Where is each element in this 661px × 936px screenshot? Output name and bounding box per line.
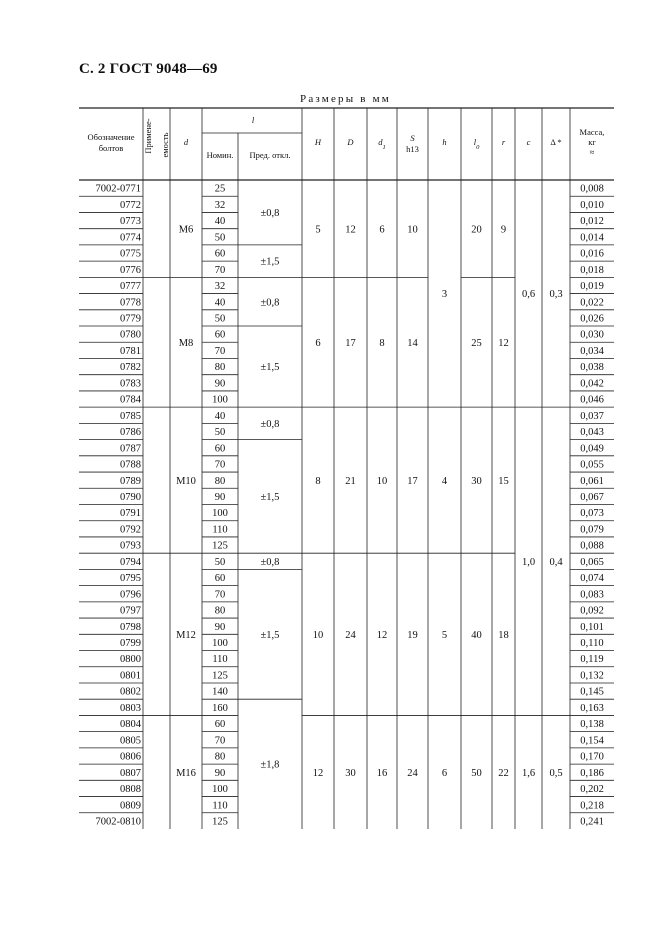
row-mass: 0,170 — [580, 751, 604, 763]
row-length: 60 — [214, 719, 226, 731]
row-length: 70 — [214, 264, 226, 276]
header-mass: Масса, — [579, 127, 605, 137]
row-length: 70 — [214, 345, 226, 357]
row-mass: 0,037 — [580, 410, 604, 422]
header-c: c — [526, 137, 531, 147]
cell-l0: 30 — [471, 475, 482, 487]
header-H: H — [314, 137, 322, 147]
row-mass: 0,145 — [580, 686, 604, 698]
row-mass: 0,218 — [580, 800, 604, 812]
cell-H: 5 — [315, 224, 321, 236]
row-mass: 0,163 — [580, 702, 604, 714]
cell-tol: ±0,8 — [260, 297, 280, 309]
row-mass: 0,016 — [580, 248, 604, 260]
cell-d: M6 — [178, 224, 194, 236]
row-mass: 0,110 — [580, 638, 604, 650]
row-mass: 0,138 — [580, 719, 604, 731]
row-mass: 0,055 — [580, 459, 604, 471]
header-designation: Обозначение — [87, 132, 135, 142]
header-S: S — [410, 133, 415, 143]
row-mass: 0,241 — [580, 816, 604, 828]
row-designation: 0773 — [120, 216, 141, 228]
cell-d: M16 — [176, 767, 196, 779]
row-designation: 0805 — [120, 735, 141, 747]
header-designation: болтов — [98, 143, 124, 153]
row-designation: 0774 — [120, 232, 141, 244]
row-length: 40 — [214, 297, 226, 309]
header-D: D — [347, 137, 354, 147]
row-length: 60 — [214, 248, 226, 260]
row-designation: 0775 — [120, 248, 141, 260]
row-designation: 0791 — [120, 508, 141, 520]
row-mass: 0,043 — [580, 427, 604, 439]
header-l: l — [251, 115, 255, 125]
cell-tol: ±1,8 — [260, 759, 280, 771]
row-mass: 0,010 — [580, 199, 604, 211]
header-delta: Δ * — [550, 137, 562, 147]
cell-D: 21 — [345, 475, 356, 487]
row-length: 90 — [214, 378, 226, 390]
cell-S: 19 — [407, 629, 418, 641]
row-designation: 0785 — [120, 410, 141, 422]
row-mass: 0,022 — [580, 297, 604, 309]
row-length: 50 — [214, 232, 226, 244]
row-length: 160 — [212, 702, 228, 714]
row-length: 140 — [212, 686, 228, 698]
row-length: 100 — [212, 394, 228, 406]
header-l-nominal: Номин. — [206, 150, 234, 160]
cell-r: 9 — [500, 224, 507, 236]
header-mass: ≈ — [589, 147, 595, 157]
header-S-tolerance: h13 — [406, 144, 419, 154]
row-mass: 0,042 — [580, 378, 604, 390]
row-mass: 0,092 — [580, 605, 604, 617]
row-length: 80 — [214, 751, 226, 763]
header-l-tolerance: Пред. откл. — [249, 150, 291, 160]
cell-tol: ±1,5 — [260, 256, 280, 268]
dimensions-caption: Размеры в мм — [300, 93, 391, 105]
cell-D: 30 — [345, 767, 356, 779]
cell-H: 12 — [312, 767, 324, 779]
cell-r: 12 — [498, 337, 509, 349]
cell-delta: 0,4 — [549, 556, 563, 568]
row-mass: 0,012 — [580, 216, 604, 228]
row-designation: 0807 — [120, 767, 141, 779]
row-length: 125 — [212, 816, 228, 828]
row-designation: 0794 — [120, 556, 141, 568]
row-mass: 0,154 — [580, 735, 604, 747]
cell-l0: 25 — [471, 337, 482, 349]
cell-l0: 20 — [471, 224, 482, 236]
row-designation: 0789 — [120, 475, 141, 487]
row-length: 90 — [214, 621, 226, 633]
row-length: 100 — [212, 784, 228, 796]
header-applicability: Примене- — [143, 118, 153, 154]
cell-d1: 10 — [376, 475, 388, 487]
row-length: 60 — [214, 443, 226, 455]
row-designation: 0788 — [120, 459, 141, 471]
row-designation: 0778 — [120, 297, 141, 309]
cell-tol: ±0,8 — [260, 208, 280, 220]
row-designation: 0793 — [120, 540, 141, 552]
row-length: 32 — [214, 281, 226, 293]
row-designation: 7002-0810 — [95, 816, 141, 828]
cell-l0: 50 — [471, 767, 482, 779]
row-mass: 0,083 — [580, 589, 604, 601]
row-mass: 0,018 — [580, 264, 604, 276]
row-length: 80 — [214, 605, 226, 617]
cell-S: 14 — [407, 337, 418, 349]
row-length: 60 — [214, 329, 226, 341]
row-mass: 0,065 — [580, 556, 604, 568]
header-applicability: емость — [160, 132, 170, 158]
row-mass: 0,046 — [580, 394, 604, 406]
row-designation: 0797 — [120, 605, 141, 617]
cell-c: 1,0 — [521, 556, 536, 568]
row-mass: 0,008 — [580, 183, 604, 195]
row-designation: 0804 — [120, 719, 141, 731]
cell-h: 3 — [441, 289, 448, 301]
cell-h: 5 — [441, 629, 448, 641]
row-length: 90 — [214, 491, 226, 503]
cell-S: 10 — [407, 224, 418, 236]
row-designation: 0809 — [120, 800, 141, 812]
row-designation: 0776 — [120, 264, 141, 276]
header-l0: $l_0$ — [473, 137, 480, 151]
row-designation: 0781 — [120, 345, 141, 357]
row-length: 100 — [212, 638, 228, 650]
row-designation: 0802 — [120, 686, 141, 698]
row-mass: 0,079 — [580, 524, 604, 536]
cell-r: 15 — [498, 475, 509, 487]
cell-tol: ±1,5 — [260, 629, 280, 641]
cell-delta: 0,5 — [549, 767, 563, 779]
row-mass: 0,202 — [580, 784, 604, 796]
row-length: 32 — [214, 199, 226, 211]
row-mass: 0,186 — [580, 767, 604, 779]
header-r: r — [501, 137, 506, 147]
row-length: 70 — [214, 735, 226, 747]
cell-r: 18 — [498, 629, 509, 641]
row-designation: 0795 — [120, 573, 141, 585]
cell-d: M10 — [176, 475, 196, 487]
row-length: 50 — [214, 556, 226, 568]
row-mass: 0,074 — [580, 573, 604, 585]
row-length: 125 — [212, 540, 228, 552]
row-length: 25 — [214, 183, 226, 195]
row-designation: 0803 — [120, 702, 141, 714]
row-length: 40 — [214, 216, 226, 228]
row-length: 70 — [214, 459, 226, 471]
row-mass: 0,101 — [580, 621, 604, 633]
cell-d1: 8 — [379, 337, 385, 349]
row-designation: 0792 — [120, 524, 141, 536]
row-mass: 0,034 — [580, 345, 604, 357]
row-length: 60 — [214, 573, 226, 585]
row-designation: 0786 — [120, 427, 141, 439]
header-d1: $d_1$ — [378, 137, 386, 151]
row-length: 110 — [212, 654, 228, 666]
cell-tol: ±1,5 — [260, 491, 280, 503]
row-mass: 0,073 — [580, 508, 604, 520]
cell-H: 8 — [315, 475, 321, 487]
row-designation: 0782 — [120, 362, 141, 374]
row-designation: 0798 — [120, 621, 141, 633]
cell-tol: ±0,8 — [260, 556, 280, 568]
row-mass: 0,061 — [580, 475, 604, 487]
row-length: 40 — [214, 410, 226, 422]
cell-tol: ±1,5 — [260, 362, 280, 374]
cell-d1: 6 — [379, 224, 385, 236]
row-mass: 0,049 — [580, 443, 604, 455]
cell-D: 17 — [345, 337, 356, 349]
row-length: 100 — [212, 508, 228, 520]
row-mass: 0,088 — [580, 540, 604, 552]
row-mass: 0,132 — [580, 670, 604, 682]
cell-l0: 40 — [471, 629, 482, 641]
row-length: 70 — [214, 589, 226, 601]
row-designation: 0800 — [120, 654, 141, 666]
row-mass: 0,014 — [580, 232, 604, 244]
page-header: С. 2 ГОСТ 9048—69 — [79, 61, 218, 77]
cell-d1: 12 — [376, 629, 388, 641]
row-designation: 7002-0771 — [95, 183, 141, 195]
row-designation: 0796 — [120, 589, 141, 601]
row-length: 50 — [214, 427, 226, 439]
row-mass: 0,026 — [580, 313, 604, 325]
row-mass: 0,119 — [580, 654, 604, 666]
cell-d: M8 — [178, 337, 194, 349]
cell-delta: 0,3 — [549, 289, 563, 301]
cell-d1: 16 — [376, 767, 388, 779]
cell-D: 24 — [345, 629, 356, 641]
cell-c: 1,6 — [521, 767, 536, 779]
cell-S: 17 — [407, 475, 418, 487]
row-length: 50 — [214, 313, 226, 325]
cell-H: 10 — [312, 629, 324, 641]
cell-h: 6 — [441, 767, 448, 779]
row-designation: 0801 — [120, 670, 141, 682]
row-mass: 0,067 — [580, 491, 604, 503]
cell-h: 4 — [441, 475, 448, 487]
cell-d: M12 — [176, 629, 196, 641]
cell-S: 24 — [407, 767, 418, 779]
row-designation: 0780 — [120, 329, 141, 341]
row-mass: 0,038 — [580, 362, 604, 374]
row-designation: 0787 — [120, 443, 141, 455]
header-mass: кг — [588, 137, 596, 147]
cell-r: 22 — [498, 767, 509, 779]
row-designation: 0808 — [120, 784, 141, 796]
row-length: 90 — [214, 767, 226, 779]
header-d: d — [183, 137, 189, 147]
row-designation: 0799 — [120, 638, 141, 650]
header-h: h — [442, 137, 447, 147]
row-designation: 0784 — [120, 394, 141, 406]
row-length: 80 — [214, 362, 226, 374]
cell-c: 0,6 — [521, 289, 536, 301]
row-designation: 0779 — [120, 313, 141, 325]
cell-D: 12 — [345, 224, 356, 236]
row-designation: 0790 — [120, 491, 141, 503]
row-mass: 0,030 — [580, 329, 604, 341]
row-designation: 0772 — [120, 199, 141, 211]
row-length: 125 — [212, 670, 228, 682]
row-length: 110 — [212, 800, 228, 812]
row-length: 80 — [214, 475, 226, 487]
row-designation: 0806 — [120, 751, 141, 763]
row-designation: 0783 — [120, 378, 141, 390]
row-mass: 0,019 — [580, 281, 604, 293]
row-length: 110 — [212, 524, 228, 536]
cell-tol: ±0,8 — [260, 418, 280, 430]
row-designation: 0777 — [120, 281, 141, 293]
cell-H: 6 — [315, 337, 321, 349]
